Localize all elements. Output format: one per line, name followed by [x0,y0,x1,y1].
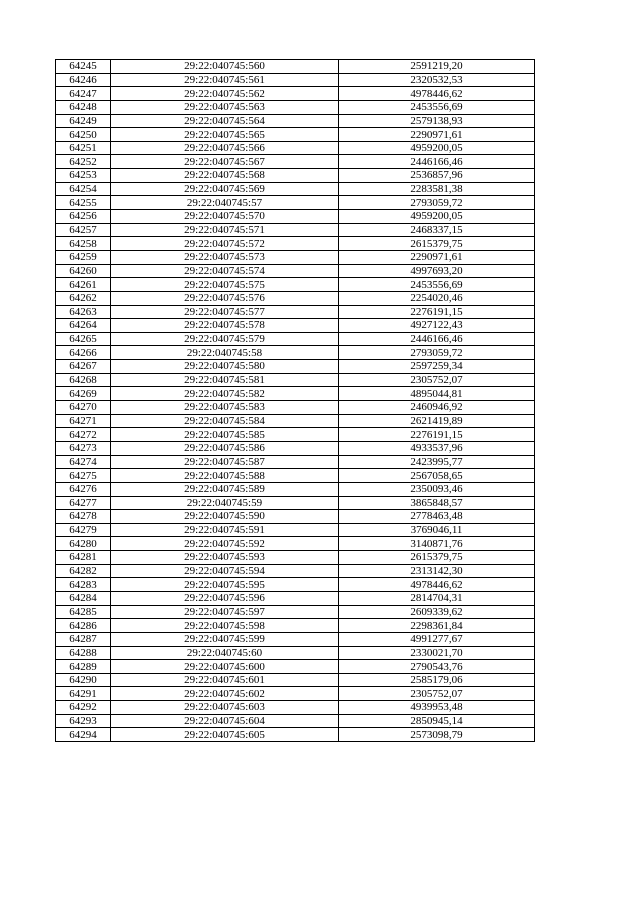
value-cell: 2298361,84 [339,619,535,633]
cadastral-number-cell: 29:22:040745:572 [111,237,339,251]
value-cell: 2591219,20 [339,60,535,74]
table-row [56,128,535,142]
table-row [56,73,535,87]
value-cell: 2793059,72 [339,346,535,360]
cadastral-number-cell: 29:22:040745:577 [111,305,339,319]
cadastral-number-cell: 29:22:040745:582 [111,387,339,401]
value-cell: 2790543,76 [339,660,535,674]
table-row [56,305,535,319]
cadastral-number-cell: 29:22:040745:562 [111,87,339,101]
table-row [56,223,535,237]
cadastral-number-cell: 29:22:040745:573 [111,250,339,264]
value-cell: 2423995,77 [339,455,535,469]
row-number-cell: 64249 [56,114,111,128]
table-row [56,605,535,619]
table-row [56,141,535,155]
table-row [56,578,535,592]
table-row [56,496,535,510]
table-row [56,714,535,728]
row-number-cell: 64252 [56,155,111,169]
cadastral-number-cell: 29:22:040745:592 [111,537,339,551]
row-number-cell: 64283 [56,578,111,592]
cadastral-number-cell: 29:22:040745:578 [111,319,339,333]
row-number-cell: 64271 [56,414,111,428]
value-cell: 2793059,72 [339,196,535,210]
row-number-cell: 64255 [56,196,111,210]
table-row [56,319,535,333]
value-cell: 2536857,96 [339,169,535,183]
row-number-cell: 64260 [56,264,111,278]
table-row [56,182,535,196]
row-number-cell: 64284 [56,591,111,605]
cadastral-number-cell: 29:22:040745:586 [111,441,339,455]
value-cell: 2573098,79 [339,728,535,742]
table-row [56,401,535,415]
table-row [56,564,535,578]
value-cell: 4939953,48 [339,701,535,715]
row-number-cell: 64264 [56,319,111,333]
value-cell: 2290971,61 [339,128,535,142]
table-row [56,114,535,128]
value-cell: 2254020,46 [339,291,535,305]
table-row [56,250,535,264]
row-number-cell: 64280 [56,537,111,551]
value-cell: 2305752,07 [339,687,535,701]
cadastral-number-cell: 29:22:040745:600 [111,660,339,674]
value-cell: 2330021,70 [339,646,535,660]
table-row [56,414,535,428]
value-cell: 2850945,14 [339,714,535,728]
row-number-cell: 64275 [56,469,111,483]
table-row [56,360,535,374]
cadastral-number-cell: 29:22:040745:567 [111,155,339,169]
value-cell: 4991277,67 [339,632,535,646]
table-row [56,619,535,633]
value-cell: 2615379,75 [339,551,535,565]
row-number-cell: 64274 [56,455,111,469]
table-row [56,632,535,646]
row-number-cell: 64256 [56,210,111,224]
row-number-cell: 64257 [56,223,111,237]
value-cell: 4933537,96 [339,441,535,455]
value-cell: 2305752,07 [339,373,535,387]
value-cell: 2350093,46 [339,482,535,496]
table-row [56,646,535,660]
table-row [56,278,535,292]
value-cell: 2567058,65 [339,469,535,483]
row-number-cell: 64294 [56,728,111,742]
table-row [56,264,535,278]
value-cell: 2615379,75 [339,237,535,251]
table-row [56,100,535,114]
row-number-cell: 64263 [56,305,111,319]
row-number-cell: 64288 [56,646,111,660]
cadastral-number-cell: 29:22:040745:588 [111,469,339,483]
row-number-cell: 64254 [56,182,111,196]
cadastral-number-cell: 29:22:040745:576 [111,291,339,305]
table-row [56,428,535,442]
cadastral-number-cell: 29:22:040745:595 [111,578,339,592]
cadastral-number-cell: 29:22:040745:605 [111,728,339,742]
table-row [56,346,535,360]
table-row [56,210,535,224]
value-cell: 4927122,43 [339,319,535,333]
row-number-cell: 64261 [56,278,111,292]
row-number-cell: 64289 [56,660,111,674]
table-row [56,591,535,605]
row-number-cell: 64278 [56,510,111,524]
cadastral-number-cell: 29:22:040745:571 [111,223,339,237]
cadastral-number-cell: 29:22:040745:564 [111,114,339,128]
row-number-cell: 64287 [56,632,111,646]
cadastral-number-cell: 29:22:040745:590 [111,510,339,524]
row-number-cell: 64253 [56,169,111,183]
table-row [56,469,535,483]
value-cell: 2276191,15 [339,428,535,442]
row-number-cell: 64291 [56,687,111,701]
table-body [56,60,535,742]
value-cell: 4959200,05 [339,141,535,155]
row-number-cell: 64258 [56,237,111,251]
row-number-cell: 64247 [56,87,111,101]
cadastral-number-cell: 29:22:040745:568 [111,169,339,183]
table-row [56,441,535,455]
cadastral-value-table [55,59,535,742]
value-cell: 4959200,05 [339,210,535,224]
value-cell: 4895044,81 [339,387,535,401]
row-number-cell: 64282 [56,564,111,578]
value-cell: 2313142,30 [339,564,535,578]
table-row [56,60,535,74]
cadastral-number-cell: 29:22:040745:574 [111,264,339,278]
cadastral-number-cell: 29:22:040745:563 [111,100,339,114]
row-number-cell: 64281 [56,551,111,565]
table-row [56,537,535,551]
cadastral-number-cell: 29:22:040745:603 [111,701,339,715]
value-cell: 4997693,20 [339,264,535,278]
table-row [56,551,535,565]
table-row [56,523,535,537]
value-cell: 2453556,69 [339,100,535,114]
row-number-cell: 64246 [56,73,111,87]
cadastral-number-cell: 29:22:040745:598 [111,619,339,633]
row-number-cell: 64245 [56,60,111,74]
cadastral-number-cell: 29:22:040745:570 [111,210,339,224]
value-cell: 2609339,62 [339,605,535,619]
row-number-cell: 64268 [56,373,111,387]
row-number-cell: 64290 [56,673,111,687]
value-cell: 2597259,34 [339,360,535,374]
cadastral-number-cell: 29:22:040745:594 [111,564,339,578]
row-number-cell: 64293 [56,714,111,728]
value-cell: 2446166,46 [339,155,535,169]
row-number-cell: 64265 [56,332,111,346]
cadastral-number-cell: 29:22:040745:602 [111,687,339,701]
value-cell: 2453556,69 [339,278,535,292]
table-row [56,455,535,469]
row-number-cell: 64272 [56,428,111,442]
value-cell: 3865848,57 [339,496,535,510]
table-row [56,673,535,687]
row-number-cell: 64269 [56,387,111,401]
value-cell: 3769046,11 [339,523,535,537]
table-row [56,728,535,742]
cadastral-number-cell: 29:22:040745:569 [111,182,339,196]
value-cell: 2460946,92 [339,401,535,415]
row-number-cell: 64266 [56,346,111,360]
value-cell: 2468337,15 [339,223,535,237]
cadastral-number-cell: 29:22:040745:591 [111,523,339,537]
cadastral-number-cell: 29:22:040745:587 [111,455,339,469]
cadastral-number-cell: 29:22:040745:579 [111,332,339,346]
cadastral-number-cell: 29:22:040745:597 [111,605,339,619]
value-cell: 3140871,76 [339,537,535,551]
value-cell: 2446166,46 [339,332,535,346]
row-number-cell: 64251 [56,141,111,155]
cadastral-number-cell: 29:22:040745:583 [111,401,339,415]
cadastral-number-cell: 29:22:040745:589 [111,482,339,496]
cadastral-number-cell: 29:22:040745:604 [111,714,339,728]
cadastral-number-cell: 29:22:040745:585 [111,428,339,442]
value-cell: 2814704,31 [339,591,535,605]
cadastral-number-cell: 29:22:040745:601 [111,673,339,687]
row-number-cell: 64285 [56,605,111,619]
value-cell: 2778463,48 [339,510,535,524]
table-row [56,660,535,674]
cadastral-number-cell: 29:22:040745:566 [111,141,339,155]
cadastral-number-cell: 29:22:040745:59 [111,496,339,510]
value-cell: 4978446,62 [339,87,535,101]
row-number-cell: 64262 [56,291,111,305]
table-row [56,373,535,387]
row-number-cell: 64250 [56,128,111,142]
table-row [56,155,535,169]
value-cell: 2276191,15 [339,305,535,319]
row-number-cell: 64279 [56,523,111,537]
cadastral-number-cell: 29:22:040745:565 [111,128,339,142]
cadastral-number-cell: 29:22:040745:561 [111,73,339,87]
table-row [56,510,535,524]
table-row [56,701,535,715]
row-number-cell: 64273 [56,441,111,455]
table-row [56,332,535,346]
cadastral-number-cell: 29:22:040745:58 [111,346,339,360]
row-number-cell: 64276 [56,482,111,496]
table-row [56,387,535,401]
table-row [56,169,535,183]
value-cell: 4978446,62 [339,578,535,592]
value-cell: 2621419,89 [339,414,535,428]
cadastral-number-cell: 29:22:040745:575 [111,278,339,292]
row-number-cell: 64248 [56,100,111,114]
value-cell: 2579138,93 [339,114,535,128]
value-cell: 2320532,53 [339,73,535,87]
value-cell: 2283581,38 [339,182,535,196]
cadastral-number-cell: 29:22:040745:580 [111,360,339,374]
table-row [56,237,535,251]
value-cell: 2585179,06 [339,673,535,687]
table-row [56,291,535,305]
row-number-cell: 64286 [56,619,111,633]
cadastral-number-cell: 29:22:040745:599 [111,632,339,646]
cadastral-number-cell: 29:22:040745:593 [111,551,339,565]
table-row [56,87,535,101]
cadastral-number-cell: 29:22:040745:60 [111,646,339,660]
cadastral-number-cell: 29:22:040745:581 [111,373,339,387]
table-row [56,482,535,496]
row-number-cell: 64277 [56,496,111,510]
cadastral-number-cell: 29:22:040745:560 [111,60,339,74]
table-row [56,687,535,701]
row-number-cell: 64267 [56,360,111,374]
row-number-cell: 64259 [56,250,111,264]
cadastral-number-cell: 29:22:040745:57 [111,196,339,210]
value-cell: 2290971,61 [339,250,535,264]
row-number-cell: 64270 [56,401,111,415]
cadastral-number-cell: 29:22:040745:584 [111,414,339,428]
cadastral-number-cell: 29:22:040745:596 [111,591,339,605]
row-number-cell: 64292 [56,701,111,715]
table-row [56,196,535,210]
